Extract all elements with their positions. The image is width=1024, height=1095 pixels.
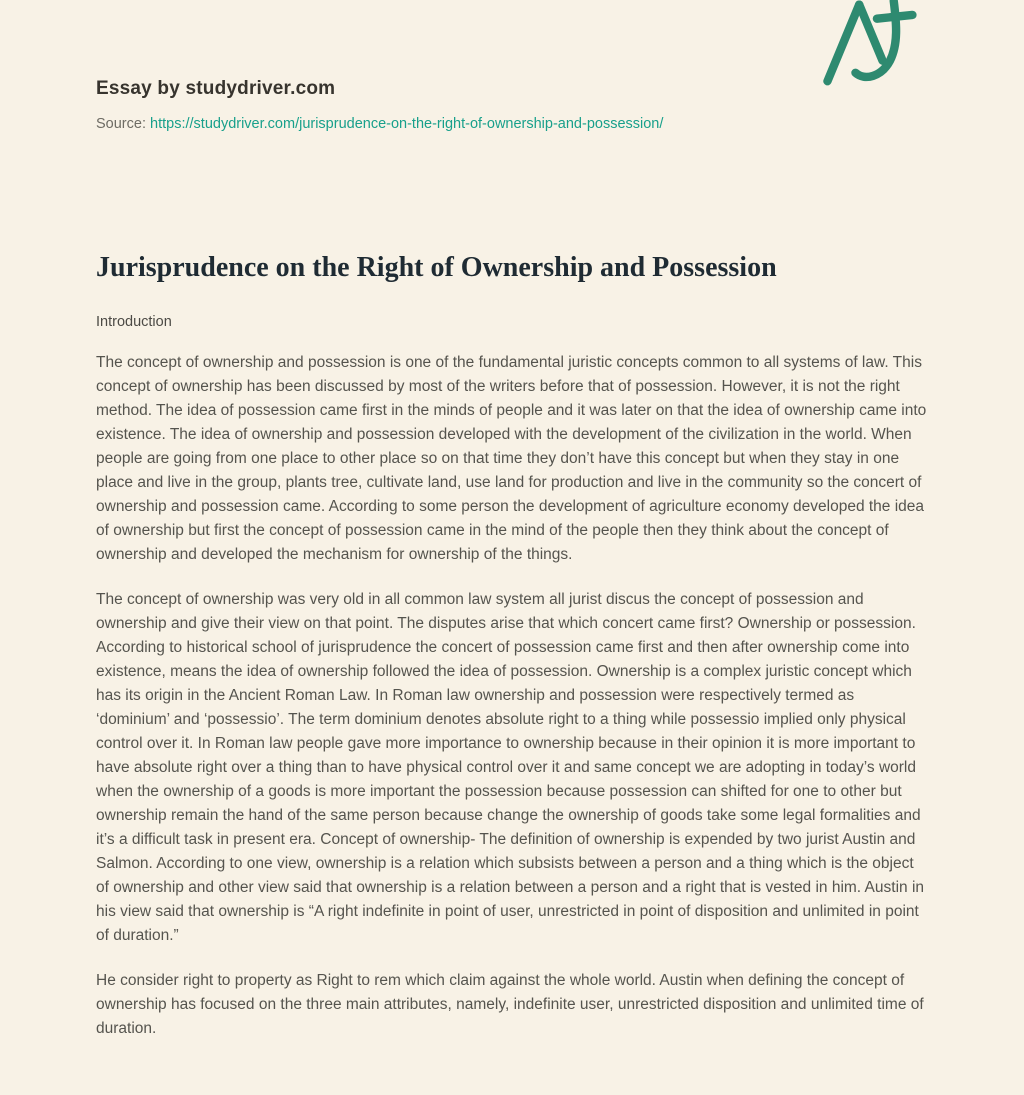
- document-header: [96, 0, 928, 132]
- document-body: [96, 250, 928, 1041]
- source-line: [96, 116, 928, 132]
- page-title: Jurisprudence on the Right of Ownership and Possession: [96, 252, 777, 283]
- essay-paragraph: The concept of ownership and possession is one of the fundamental juristic concepts common to all systems of law. This concept of ownership has been discussed by most of the writers before that of possession. However, it is not the right method. The idea of possession came first in the minds of people and it was later on that the idea of ownership came into existence. The idea of ownership and possession developed with the development of the civilization in the world. When people are going from one place to other place so on that time they don’t have this concept but when they stay in one place and live in the group, plants tree, cultivate land, use land for production and live in the community so the concert of ownership and possession came. According to some person the development of agriculture economy developed the idea of ownership but first the concept of possession came in the mind of the people then they think about the concept of ownership and developed the mechanism for ownership of the things.: [96, 354, 927, 563]
- section-heading-introduction: Introduction: [96, 314, 172, 330]
- essay-paragraph: He consider right to property as Right to rem which claim against the whole world. Austin when defining the concept of ownership has focused on the three main attributes, namely, indefinite user, unrestricted disposition and unlimited time of duration.: [96, 972, 924, 1037]
- source-label: Source:: [96, 116, 146, 132]
- source-url-link[interactable]: https://studydriver.com/jurisprudence-on-the-right-of-ownership-and-possession/: [150, 116, 664, 132]
- studydriver-logo-icon: [820, 0, 932, 90]
- essay-by-heading: Essay by studydriver.com: [96, 78, 336, 99]
- essay-paragraph: The concept of ownership was very old in all common law system all jurist discus the concept of possession and ownership and give their view on that point. The disputes arise that which concert came first? Ownership or possession. According to historical school of jurisprudence the concert of possession came first and then after ownership come into existence, means the idea of ownership followed the idea of possession. Ownership is a complex juristic concept which has its origin in the Ancient Roman Law. In Roman law ownership and possession were respectively termed as ‘dominium’ and ‘possessio’. The term dominium denotes absolute right to a thing while possessio implied only physical control over it. In Roman law people gave more importance to ownership because in their opinion it is more important to have absolute right over a thing than to have physical control over it and same concept we are adopting in today’s world when the ownership of a goods is more important the possession because possession can shifted for one to other but ownership remain the hand of the same person because change the ownership of goods take some legal formalities and it’s a difficult task in present era. Concept of ownership- The definition of ownership is expended by two jurist Austin and Salmon. According to one view, ownership is a relation which subsists between a person and a thing which is the object of ownership and other view said that ownership is a relation between a person and a right that is vested in him. Austin in his view said that ownership is “A right indefinite in point of user, unrestricted in point of disposition and unlimited in point of duration.”: [96, 591, 925, 944]
